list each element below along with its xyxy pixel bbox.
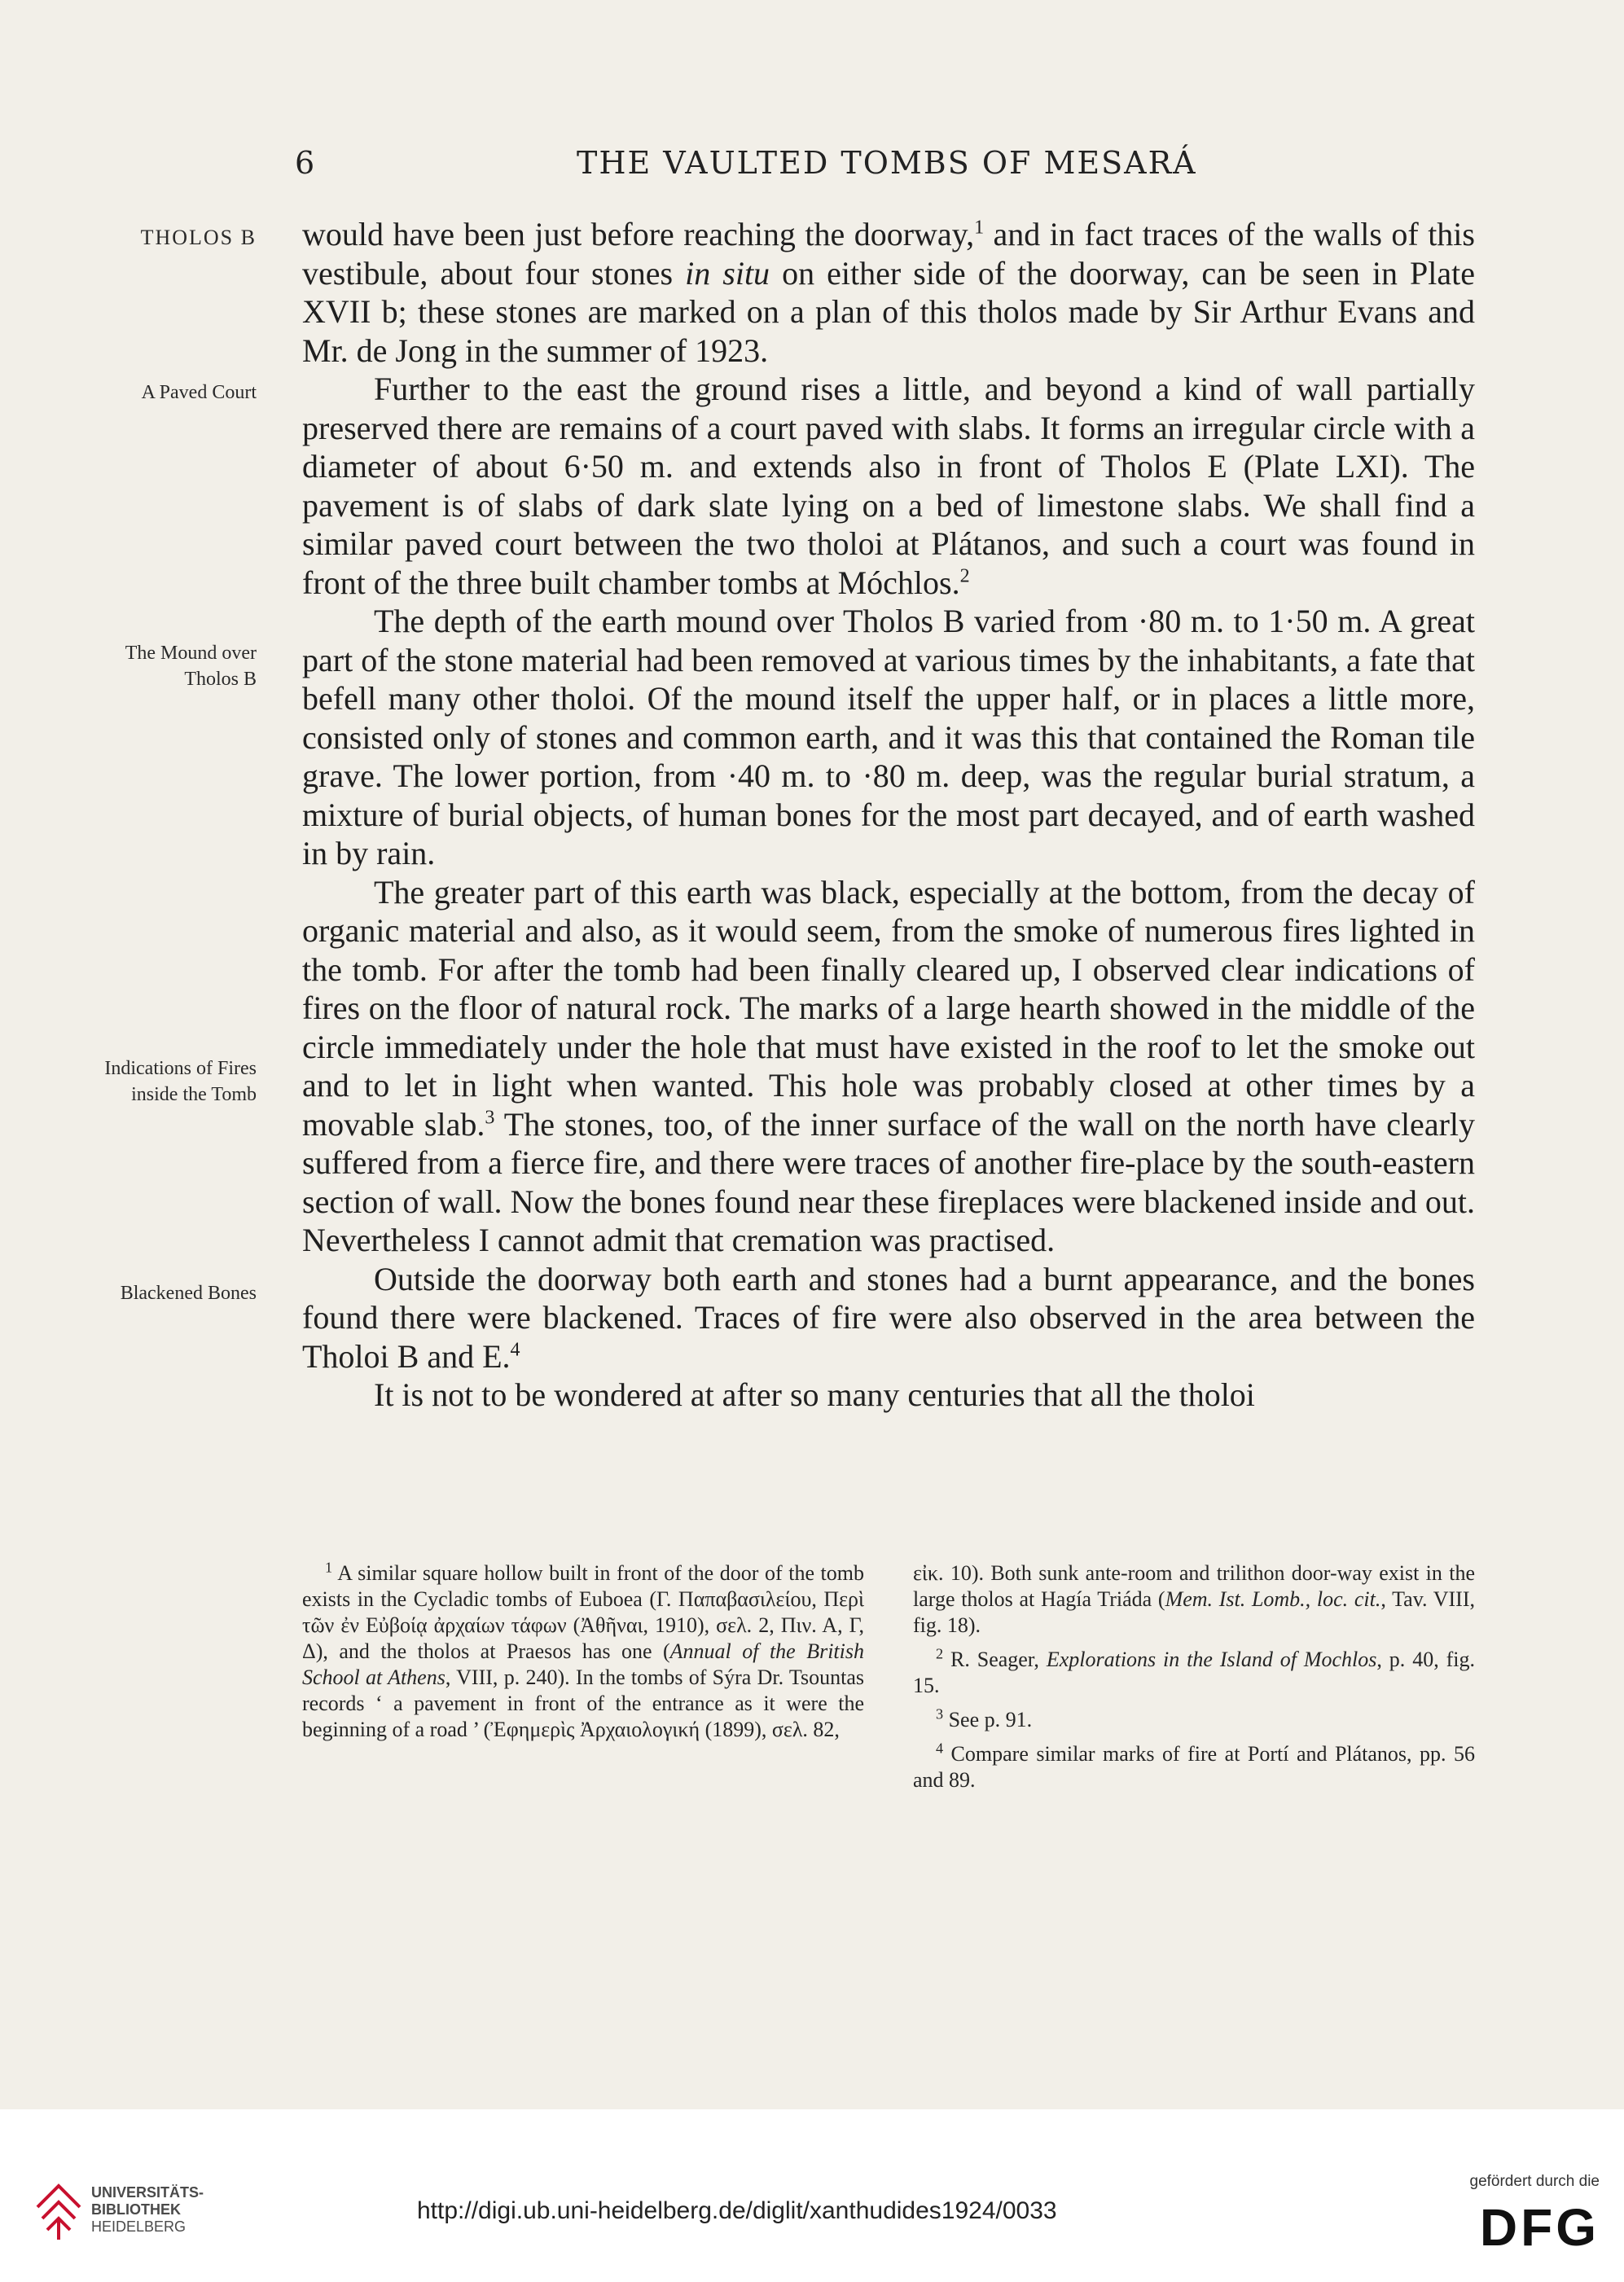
footnotes [302, 1560, 1475, 1801]
footnote-3: $^3$ See p. 91. [936, 1705, 1033, 1731]
margin-note-paved-court: A Paved Court [141, 382, 257, 403]
permalink-url[interactable]: http://digi.ub.uni-heidelberg.de/diglit/xanthudides1924/0033 [417, 2197, 1057, 2224]
running-head: THE VAULTED TOMBS OF MESARÁ [577, 145, 1197, 181]
footnotes-right-column [913, 1560, 1475, 1801]
page-number: 6 [295, 145, 316, 181]
footnote-ref[interactable]: 3 [485, 1107, 495, 1129]
paragraph: The greater part of this earth was black, especially at the bottom, from the decay of organic material and also, as it would seem, from the smoke of numerous fires lighted in the tomb. For after the tomb had been finally cleared up, I observed clear indications of fires on the floor of natural rock. The marks of a large hearth showed in the middle of the circle immediately under the hole that must have existed in the roof to let the smoke out and to let in light when wanted. This hole was probably closed at other times by a movable slab.$^3$ The stones, too, of the inner surface of the wall on the north have clearly suffered from a fierce fire, and there were traces of another fire-place by the south-eastern section of wall. Now the bones found near these fireplaces were blackened inside and out. Nevertheless I cannot admit that cremation was practised. [302, 873, 1476, 1258]
footnotes-left-column [302, 1560, 864, 1801]
main-text [302, 215, 1475, 1415]
paragraph: would have been just before reaching the doorway,$^1$ and in fact traces of the walls of this vestibule, about four stones in situ on either side of the doorway, can be seen in Plate XVII b; these stones are marked on a plan of this tholos made by Sir Arthur Evans and Mr. de Jong in the summer of 1923. [302, 216, 1476, 369]
paragraph: The depth of the earth mound over Tholos B varied from ·80 m. to 1·50 m. A great part of the stone material had been removed at various times by the inhabitants, a fate that befell many other tholoi. Of the mound itself the upper half, or in places a little more, consisted only of stones and common earth, and it was this that contained the Roman tile grave. The lower portion, from ·40 m. to ·80 m. deep, was the regular burial stratum, a mixture of burial objects, of human bones for the most part decayed, and of earth washed in by rain. [302, 603, 1475, 871]
footnote-1: $^1$ A similar square hollow built in front of the door of the tomb exists in the Cycladic tombs of Euboea (Γ. Παπαβασιλείου, Περὶ τῶν ἐν Εὐβοίᾳ ἀρχαίων τάφων (Ἀθῆναι, 1910), σελ. 2, Πιν. Α, Γ, Δ), and the tholos at Praesos has one (Annual of the British School at Athens, VIII, p. 240). In the tombs of Sýra Dr. Tsountas records ‘ a pavement in front of the entrance as it were the beginning of a road ’ (Ἐφημερὶς Ἀρχαιολογική (1899), σελ. 82, [302, 1559, 864, 1741]
margin-note-tholos-b: THOLOS B [140, 226, 257, 249]
footnote-ref[interactable]: 4 [510, 1339, 520, 1361]
page-header [0, 145, 1624, 194]
paragraph: It is not to be wondered at after so many centuries that all the tholoi [374, 1376, 1255, 1413]
digitization-footer [0, 2109, 1624, 2282]
paragraph: Further to the east the ground rises a little, and beyond a kind of wall partially preserved there are remains of a court paved with slabs. It forms an irregular circle with a diameter of about 6·50 m. and extends also in front of Tholos E (Plate LXI). The pavement is of slabs of dark slate lying on a bed of limestone slabs. We shall find a similar paved court between the two tholoi at Plátanos, and such a court was found in front of the three built chamber tombs at Móchlos.$^2$ [302, 371, 1475, 601]
margin-note-mound-over: The Mound over [125, 643, 257, 664]
library-logo-icon [34, 2183, 83, 2241]
footnote-ref[interactable]: 1 [974, 217, 985, 239]
footnote-2: $^2$ R. Seager, Explorations in the Island of Mochlos, p. 40, fig. 15. [913, 1645, 1475, 1697]
margin-note-fires: Indications of Fires [104, 1058, 257, 1079]
library-name: UNIVERSITÄTS- BIBLIOTHEK HEIDELBERG [91, 2184, 204, 2235]
margin-note-mound-tholos-b: Tholos B [184, 669, 257, 690]
margin-note-inside-tomb: inside the Tomb [131, 1084, 257, 1105]
footnote-4: $^4$ Compare similar marks of fire at Portí and Plátanos, pp. 56 and 89. [913, 1740, 1475, 1792]
footnote-ref[interactable]: 2 [959, 565, 970, 587]
funded-by-label: gefördert durch die [1469, 2173, 1600, 2190]
footnote-1-continued: εἰκ. 10). Both sunk ante-room and trilithon door-way exist in the large tholos at Hagía Triáda (Mem. Ist. Lomb., loc. cit., Tav. VIII, fig. 18). [913, 1561, 1476, 1637]
dfg-logo: DFG [1479, 2198, 1600, 2257]
margin-note-blackened-bones: Blackened Bones [120, 1283, 257, 1304]
paragraph: Outside the doorway both earth and stones had a burnt appearance, and the bones found there were blackened. Traces of fire were also observed in the area between the Tholoi B and E.$^4$ [302, 1260, 1475, 1375]
